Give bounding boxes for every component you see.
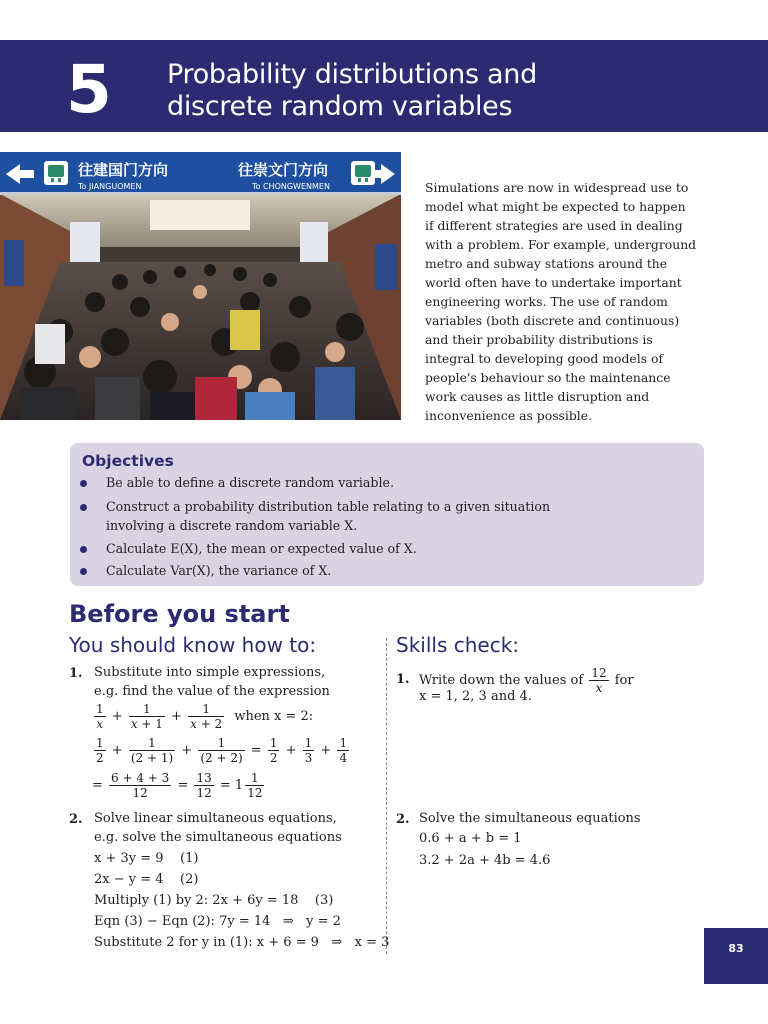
bullet-icon [80, 480, 87, 487]
equation-step: Substitute 2 for y in (1): x + 6 = 9 ⇒ x = 3 [94, 935, 390, 950]
objective-item [106, 473, 666, 492]
sign-left-english: To JIANGUOMEN [78, 182, 142, 191]
expression: $\frac{1}{x}$ + $\frac{1}{x + 1}$ + $\frac{1}{x + 2}$ when x = 2: [96, 702, 314, 731]
sign-right-chinese: 往崇文门方向 [238, 161, 329, 179]
know-item-text: e.g. find the value of the expression [94, 684, 330, 699]
know-item-text: e.g. solve the simultaneous equations [94, 830, 342, 845]
equation-step: Eqn (3) − Eqn (2): 7y = 14 ⇒ y = 2 [94, 914, 341, 929]
objective-text-cont: involving a discrete random variable X. [106, 518, 358, 533]
bullet-icon [80, 568, 87, 575]
intro-line: engineering works. The use of random [425, 294, 668, 309]
know-item-text: Solve linear simultaneous equations, [94, 811, 337, 826]
skills-item-number: 1. [396, 672, 410, 687]
intro-line: world often have to undertake important [425, 275, 682, 290]
chapter-number: 5 [66, 51, 110, 128]
objectives-title: Objectives [82, 452, 174, 470]
intro-line: metro and subway stations around the [425, 256, 668, 271]
intro-line: model what might be expected to happen [425, 199, 686, 214]
intro-line: inconvenience as possible. [425, 408, 593, 423]
intro-line: Simulations are now in widespread use to [425, 180, 689, 195]
intro-line: people's behaviour so the maintenance [425, 370, 671, 385]
objective-item [106, 561, 666, 580]
chapter-title-line1: Probability distributions and [167, 59, 537, 90]
objective-text: Be able to define a discrete random variable. [106, 475, 394, 490]
page-number: 83 [728, 942, 744, 955]
objective-item [106, 497, 666, 535]
bullet-icon [80, 546, 87, 553]
chapter-title-line2: discrete random variables [167, 91, 513, 122]
metro-icon-right [351, 161, 375, 185]
metro-icon-left [44, 161, 68, 185]
know-item-number: 2. [69, 812, 83, 827]
know-item-number: 1. [69, 666, 83, 681]
intro-line: with a problem. For example, underground [425, 237, 697, 252]
objective-text: Construct a probability distribution table relating to a given situation [106, 499, 551, 514]
bullet-icon [80, 504, 87, 511]
objective-text: Calculate Var(X), the variance of X. [106, 563, 332, 578]
expression-when: when x = 2: [234, 709, 314, 724]
skills-item-text: x = 1, 2, 3 and 4. [419, 689, 532, 704]
column-divider [386, 638, 387, 954]
sign-right-english: To CHONGWENMEN [252, 182, 330, 191]
know-item-text: Substitute into simple expressions, [94, 665, 326, 680]
skills-equation: 0.6 + a + b = 1 [419, 831, 522, 846]
intro-line: work causes as little disruption and [425, 389, 650, 404]
skills-item-text-pre: Write down the values of [419, 673, 584, 688]
sign-left-chinese: 往建国门方向 [78, 161, 169, 179]
substitution: $\frac{1}{2}$ + $\frac{1}{(2 + 1)}$ + $\frac{1}{(2 + 2)}$ = $\frac{1}{2}$ + $\frac{1}{3}$ + $\frac{1}{4}$ [96, 736, 348, 765]
equation-step: 2x − y = 4 (2) [94, 872, 199, 887]
objective-item [106, 539, 666, 558]
skills-item-text: Write down the values of $\frac{12}{x}$ for [419, 666, 634, 695]
chapter-title [167, 59, 537, 123]
skills-item-number: 2. [396, 812, 410, 827]
skills-item-text-post: for [614, 673, 634, 688]
intro-paragraph [425, 178, 710, 425]
equation-step: Multiply (1) by 2: 2x + 6y = 18 (3) [94, 893, 334, 908]
metro-crowd-photo [0, 152, 401, 420]
objectives-box [70, 443, 704, 586]
skills-check-heading: Skills check: [396, 633, 520, 657]
skills-item-text: Solve the simultaneous equations [419, 811, 641, 826]
before-you-start-heading: Before you start [69, 600, 290, 628]
intro-line: and their probability distributions is [425, 332, 653, 347]
skills-equation: 3.2 + 2a + 4b = 4.6 [419, 853, 551, 868]
page-number-box [704, 928, 768, 984]
intro-line: integral to developing good models of [425, 351, 664, 366]
equation-step: x + 3y = 9 (1) [94, 851, 199, 866]
objective-text: Calculate E(X), the mean or expected value of X. [106, 541, 417, 556]
know-how-heading: You should know how to: [69, 633, 317, 657]
intro-line: variables (both discrete and continuous) [425, 313, 680, 328]
intro-line: if different strategies are used in dealing [425, 218, 683, 233]
result: = $\frac{6 + 4 + 3}{12}$ = $\frac{13}{12}$ = 1 $\frac{1}{12}$ [92, 771, 263, 800]
